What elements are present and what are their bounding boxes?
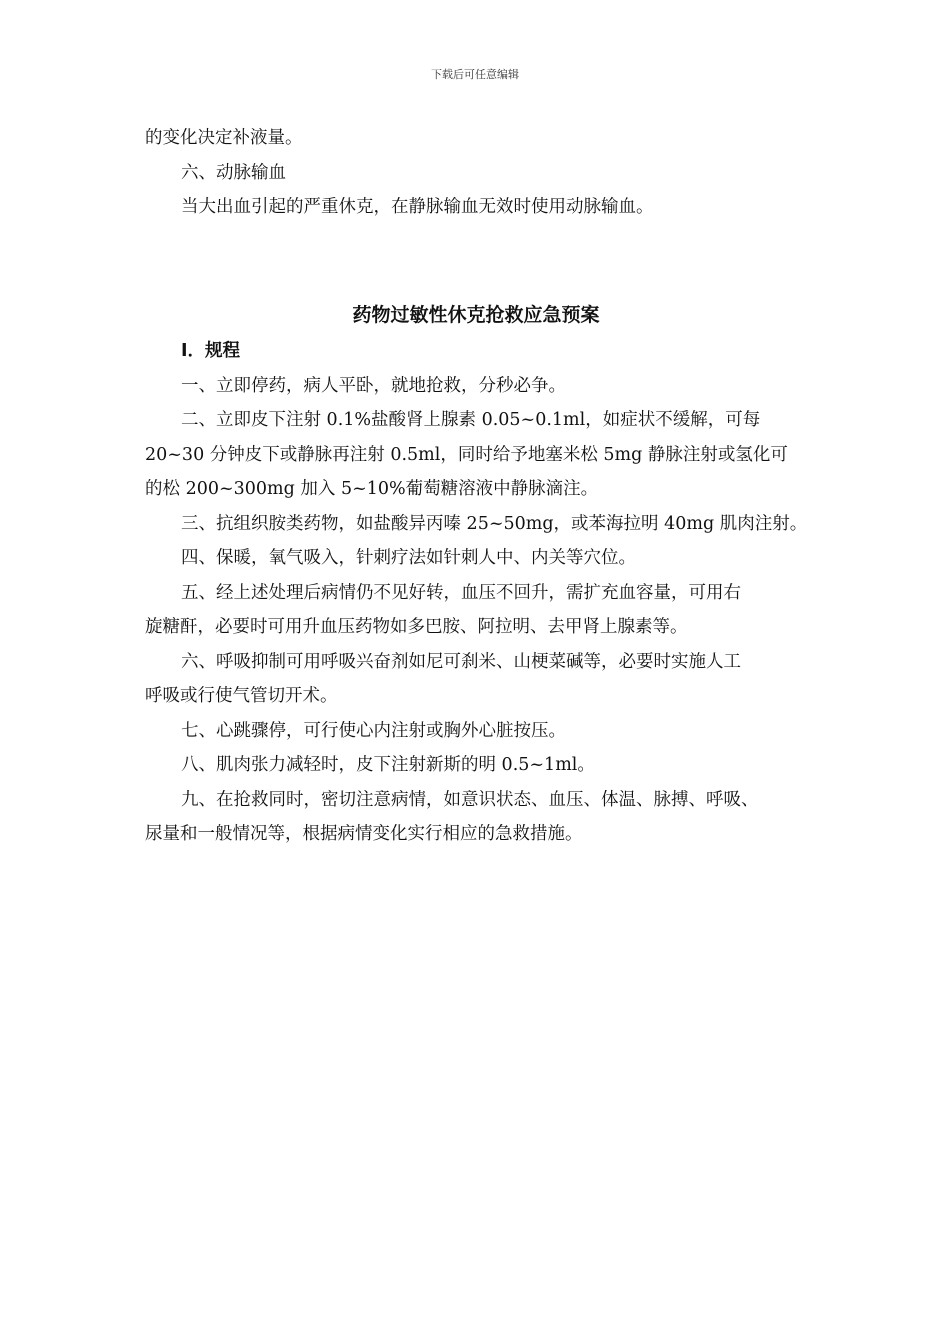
step-9-line-1: 九、在抢救同时，密切注意病情，如意识状态、血压、体温、脉搏、呼吸、 bbox=[181, 789, 759, 810]
document-title: 药物过敏性休克抢救应急预案 bbox=[352, 303, 600, 326]
step-9-line-2: 尿量和一般情况等，根据病情变化实行相应的急救措施。 bbox=[145, 824, 583, 844]
paragraph-arterial-transfusion: 当大出血引起的严重休克，在静脉输血无效时使用动脉输血。 bbox=[181, 197, 654, 217]
step-2-line-2: 20~30 分钟皮下或静脉再注射 0.5ml，同时给予地塞米松 5mg 静脉注射或氢化可 bbox=[145, 444, 788, 465]
step-6-line-1: 六、呼吸抑制可用呼吸兴奋剂如尼可刹米、山梗菜碱等，必要时实施人工 bbox=[181, 651, 741, 672]
step-5-line-2: 旋糖酐，必要时可用升血压药物如多巴胺、阿拉明、去甲肾上腺素等。 bbox=[145, 617, 688, 637]
step-6-line-2: 呼吸或行使气管切开术。 bbox=[145, 686, 338, 706]
subheading-arterial-transfusion: 六、动脉输血 bbox=[181, 162, 286, 183]
step-5-line-1: 五、经上述处理后病情仍不见好转，血压不回升，需扩充血容量，可用右 bbox=[181, 582, 741, 603]
step-2-line-3: 的松 200~300mg 加入 5~10%葡萄糖溶液中静脉滴注。 bbox=[145, 479, 599, 499]
page-header-note: 下载后可任意编辑 bbox=[431, 68, 519, 81]
step-3-line-1: 三、抗组织胺类药物，如盐酸异丙嗪 25~50mg，或苯海拉明 40mg 肌肉注射。 bbox=[181, 513, 808, 534]
step-2-line-1: 二、立即皮下注射 0.1%盐酸肾上腺素 0.05~0.1ml，如症状不缓解，可每 bbox=[181, 410, 761, 430]
section-heading-procedure: Ⅰ．规程 bbox=[181, 340, 241, 361]
step-4-line-1: 四、保暖，氧气吸入，针刺疗法如针刺人中、内关等穴位。 bbox=[181, 548, 636, 568]
step-8-line-1: 八、肌肉张力减轻时，皮下注射新斯的明 0.5~1ml。 bbox=[181, 755, 595, 775]
step-7-line-1: 七、心跳骤停，可行使心内注射或胸外心脏按压。 bbox=[181, 720, 566, 741]
continuation-line: 的变化决定补液量。 bbox=[145, 128, 303, 148]
document-body bbox=[145, 121, 825, 852]
step-1-line-1: 一、立即停药，病人平卧，就地抢救，分秒必争。 bbox=[181, 375, 566, 396]
section-gap bbox=[145, 225, 825, 297]
